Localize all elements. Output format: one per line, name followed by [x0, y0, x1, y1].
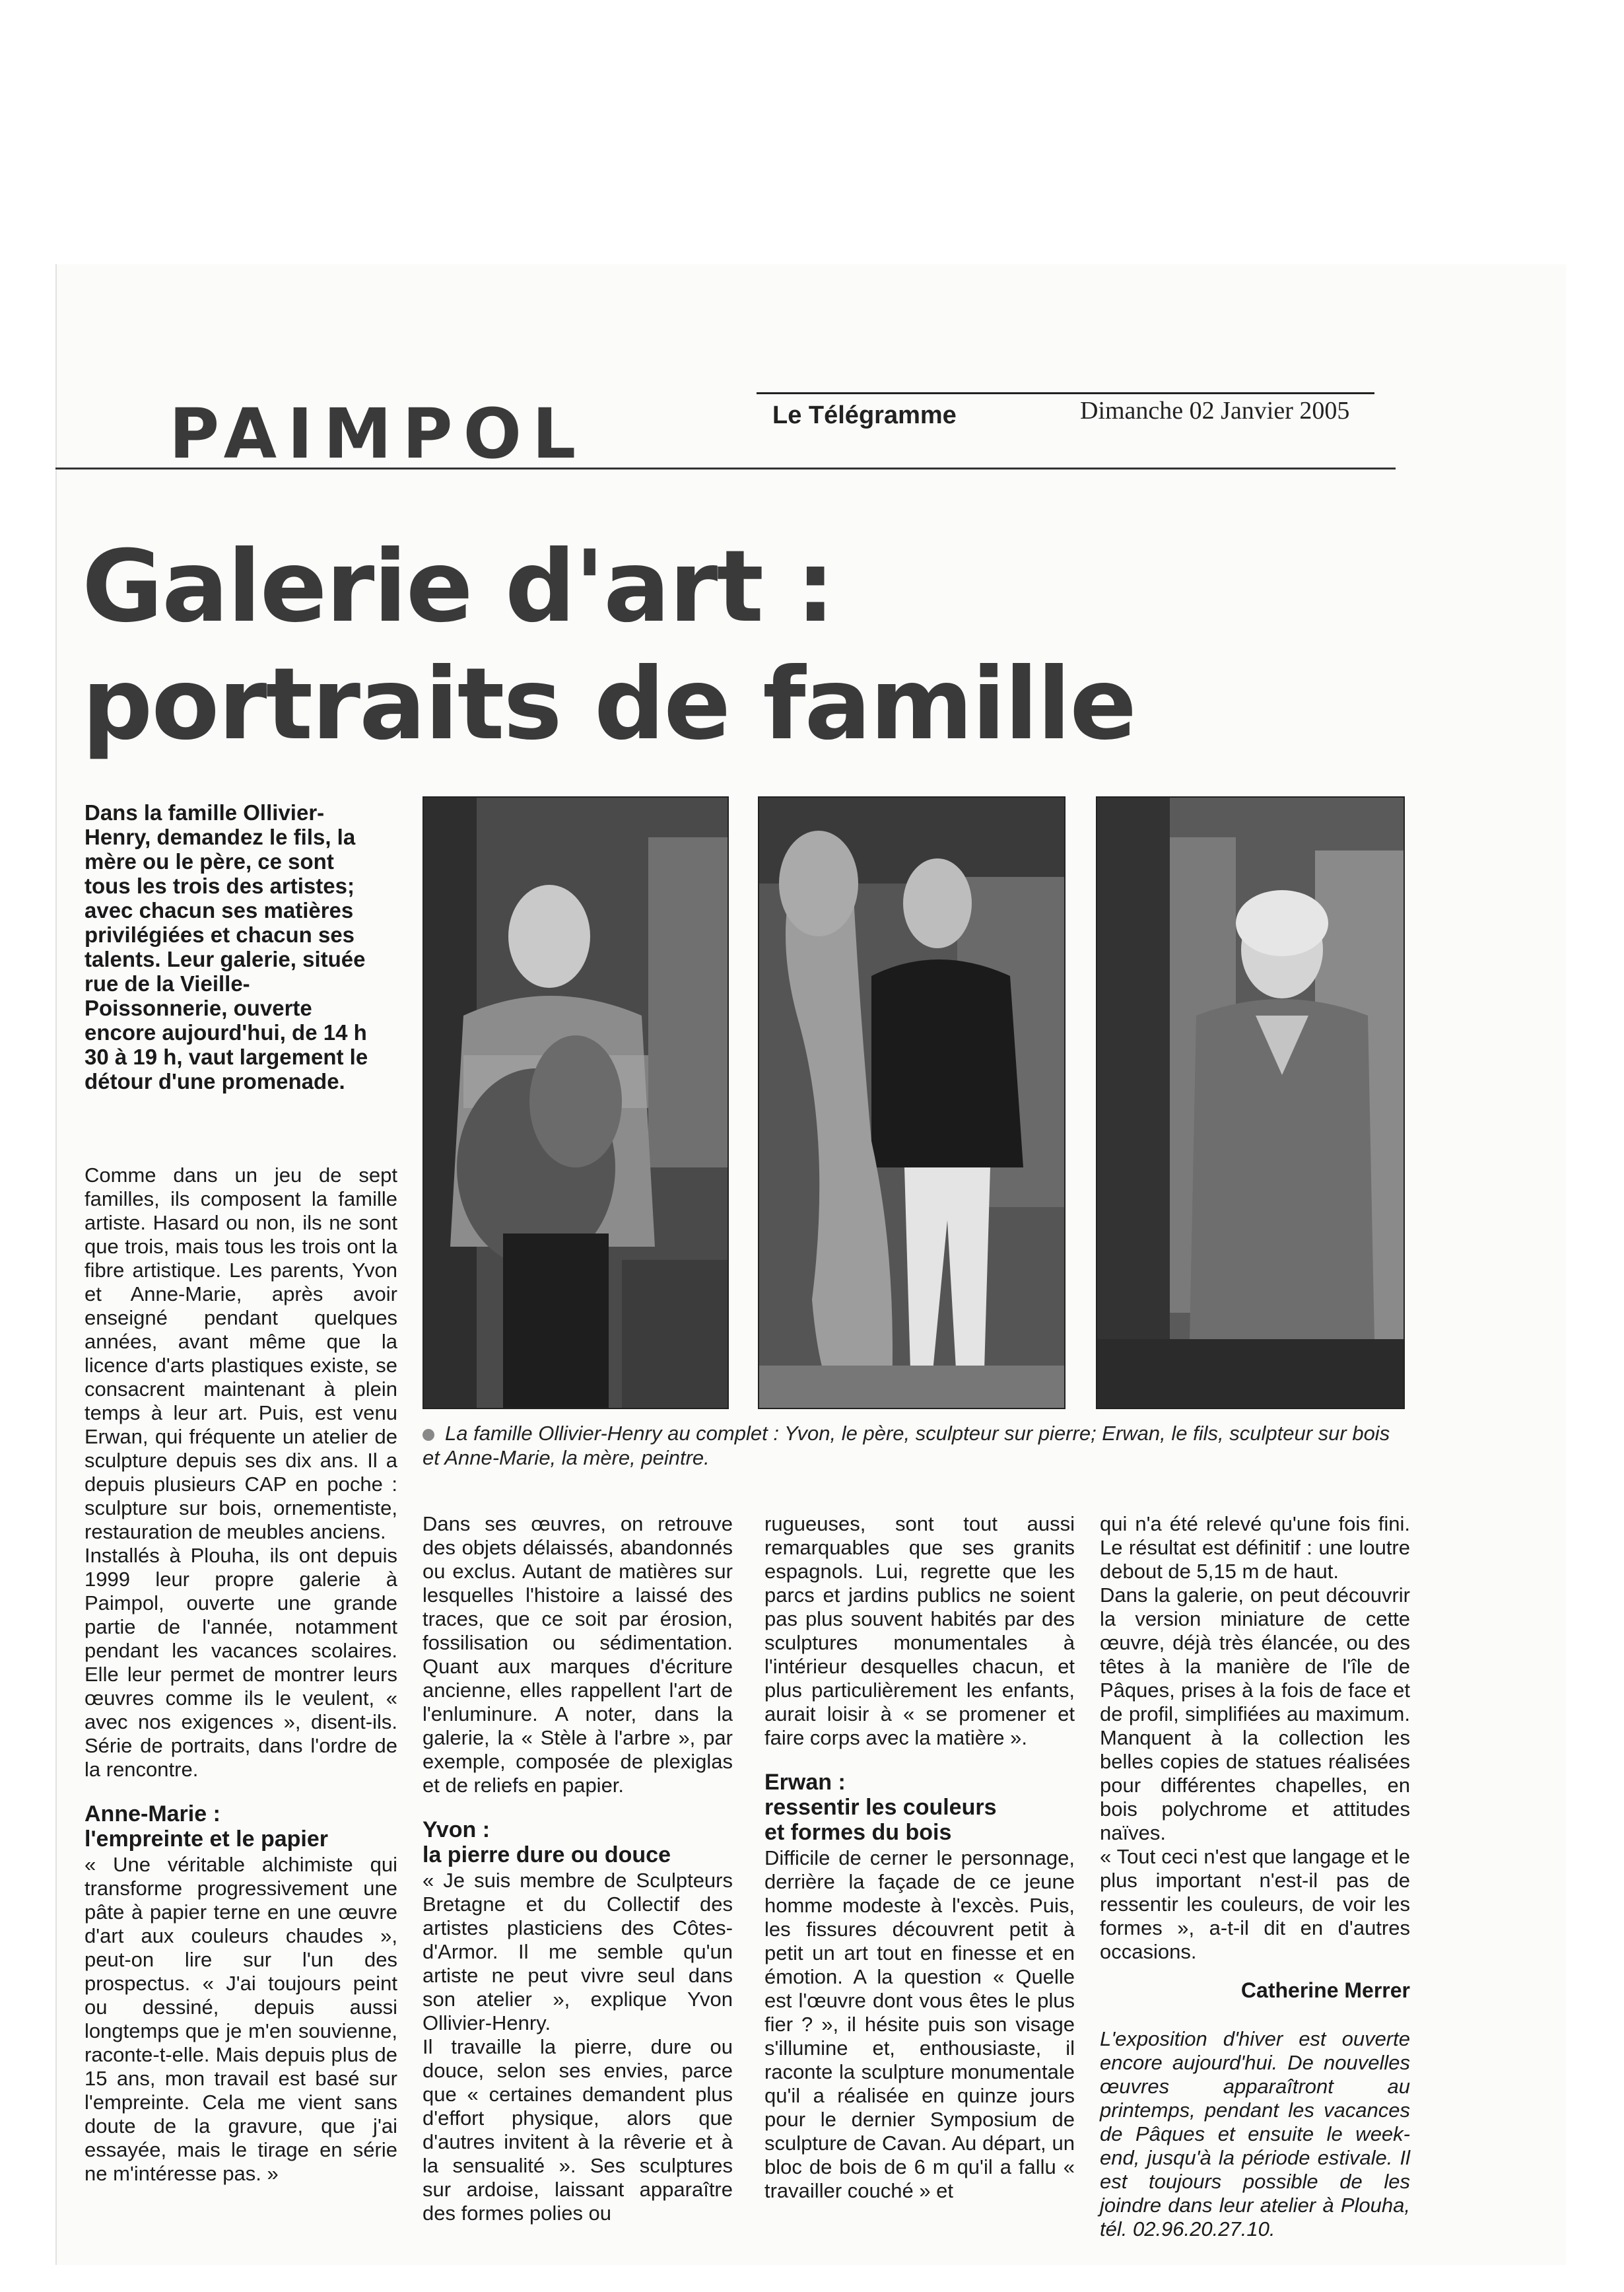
subhead-anne-marie	[85, 1801, 397, 1852]
photo-caption	[423, 1421, 1402, 1470]
subhead-line: ressentir les couleurs	[764, 1795, 997, 1820]
article-column-3	[764, 1512, 1075, 2203]
paragraph: Installés à Plouha, ils ont depuis 1999 leur propre galerie à Paimpol, ouverte une grande partie de l'année, notamment pendant les vacances scolaires. Elle leur permet de montrer leurs œuvres comme ils le veulent, « avec nos exigences », disent-ils. Série de portraits, dans l'ordre de la rencontre.	[85, 1544, 397, 1781]
subhead-yvon	[423, 1817, 733, 1867]
paragraph: « Je suis membre de Sculpteurs Bretagne et du Collectif des artistes plasticiens des Côtes-d'Armor. Il me semble qu'un artiste ne peut vivre seul dans son atelier », explique Yvon Ollivier-Henry.	[423, 1869, 733, 2034]
subhead-line: l'empreinte et le papier	[85, 1826, 328, 1852]
subhead-line: Anne-Marie :	[85, 1801, 220, 1826]
masthead-top-rule	[757, 392, 1374, 394]
article-column-1	[85, 1163, 397, 2186]
photo-erwan	[758, 796, 1066, 1409]
author-byline: Catherine Merrer	[1240, 1978, 1410, 2002]
article-column-2	[423, 1512, 733, 2225]
subhead-erwan	[764, 1770, 1075, 1845]
photo-anne-marie-illustration	[1097, 798, 1404, 1408]
section-name: PAIMPOL	[169, 394, 587, 474]
headline-line-2: portraits de famille	[82, 647, 1136, 762]
subhead-line: Erwan :	[764, 1770, 846, 1795]
bullet-icon	[423, 1429, 434, 1441]
photo-yvon	[423, 796, 729, 1409]
paragraph: « Tout ceci n'est que langage et le plus important n'est-il pas de ressentir les couleurs, de voir les formes », a-t-il dit en d'autres occasions.	[1100, 1845, 1410, 1963]
paragraph: Comme dans un jeu de sept familles, ils composent la famille artiste. Hasard ou non, ils ne sont que trois, mais tous les trois ont la fibre artistique. Les parents, Yvon et Anne-Marie, après avoir enseigné pendant quelques années, avant même que la licence d'arts plastiques existe, se consacrent maintenant à plein temps à leur art. Puis, est venu Erwan, qui fréquente un atelier de sculpture depuis ses dix ans. Il a depuis plusieurs CAP en poche : sculpture sur bois, ornementiste, restauration de meubles anciens.	[85, 1163, 397, 1543]
article-column-4	[1100, 1512, 1410, 2241]
subhead-line: et formes du bois	[764, 1820, 952, 1845]
paragraph: Dans ses œuvres, on retrouve des objets délaissés, abandonnés ou exclus. Autant de matières sur lesquelles l'histoire a laissé des traces, que ce soit par érosion, fossilisation ou sédimentation. Quant aux marques d'écriture ancienne, elles rappellent l'art de l'enluminure. A noter, dans la galerie, la « Stèle à l'arbre », par exemple, composée de plexiglas et de reliefs en papier.	[423, 1512, 733, 1797]
paragraph: Difficile de cerner le personnage, derrière la façade de ce jeune homme modeste à l'excès. Puis, les fissures découvrent petit à petit un art tout en finesse et en émotion. A la question « Quelle est l'œuvre dont vous êtes le plus fier ? », il hésite puis son visage s'illumine et, enthousiaste, il raconte la sculpture monumentale qu'il a réalisée en quinze jours pour le dernier Symposium de sculpture de Cavan. Au départ, un bloc de bois de 6 m qu'il a fallu « travailler couché » et	[764, 1846, 1075, 2202]
paragraph: Dans la galerie, on peut découvrir la version miniature de cette œuvre, déjà très élancée, ou des têtes à la manière de l'île de Pâques, prises à la fois de face et de profil, simplifiées au maximum. Manquent à la collection les belles copies de statues réalisées pour différentes chapelles, en bois polychrome et attitudes naïves.	[1100, 1583, 1410, 1844]
headline-line-1: Galerie d'art :	[82, 530, 834, 644]
subhead-line: Yvon :	[423, 1817, 491, 1842]
paragraph: Il travaille la pierre, dure ou douce, selon ses envies, parce que « certaines demandent plus d'effort physique, alors que d'autres invitent à la rêverie et à la sensualité ». Ses sculptures sur ardoise, laissant apparaître des formes polies ou	[423, 2035, 733, 2225]
paragraph: « Une véritable alchimiste qui transforme progressivement une pâte à papier terne en une œuvre d'art aux couleurs chaudes », peut-on lire sur l'un des prospectus. « J'ai toujours peint ou dessiné, depuis aussi longtemps que je m'en souvienne, raconte-t-elle. Mais depuis plus de 15 ans, mon travail est basé sur l'empreinte. Cela me vient sans doute de la gravure, que j'ai essayée, mais le tirage en série ne m'intéresse pas. »	[85, 1853, 397, 2185]
masthead-rule	[55, 468, 1396, 469]
dateline: Dimanche 02 Janvier 2005	[1080, 397, 1350, 425]
paragraph: qui n'a été relevé qu'une fois fini. Le résultat est définitif : une loutre debout de 5,15 m de haut.	[1100, 1512, 1410, 1583]
photo-caption-text: La famille Ollivier-Henry au complet : Yvon, le père, sculpteur sur pierre; Erwan, le fils, sculpteur sur bois et Anne-Marie, la mère, peintre.	[423, 1422, 1390, 1469]
photo-erwan-illustration	[759, 798, 1064, 1408]
subhead-line: la pierre dure ou douce	[423, 1842, 671, 1867]
photo-anne-marie	[1096, 796, 1405, 1409]
headline	[82, 528, 1270, 763]
photo-yvon-illustration	[424, 798, 727, 1408]
paragraph: rugueuses, sont tout aussi remarquables que ses granits espagnols. Lui, regrette que les parcs et jardins publics ne soient pas plus souvent habités par des sculptures monumentales à l'intérieur desquelles chacun, et plus particulièrement les enfants, aurait loisir à « se promener et faire corps avec la matière ».	[764, 1512, 1075, 1749]
newspaper-name: Le Télégramme	[772, 401, 957, 429]
lede-paragraph: Dans la famille Ollivier-Henry, demandez le fils, la mère ou le père, ce sont tous les trois des artistes; avec chacun ses matières privilégiées et chacun ses talents. Leur galerie, située rue de la Vieille-Poissonnerie, ouverte encore aujourd'hui, de 14 h 30 à 19 h, vaut largement le détour d'une promenade.	[85, 800, 368, 1094]
exhibition-note: L'exposition d'hiver est ouverte encore aujourd'hui. De nouvelles œuvres apparaîtront au printemps, pendant les vacances de Pâques et ensuite le week-end, jusqu'à la période estivale. Il est toujours possible de les joindre dans leur atelier à Plouha, tél. 02.96.20.27.10.	[1100, 2027, 1410, 2240]
